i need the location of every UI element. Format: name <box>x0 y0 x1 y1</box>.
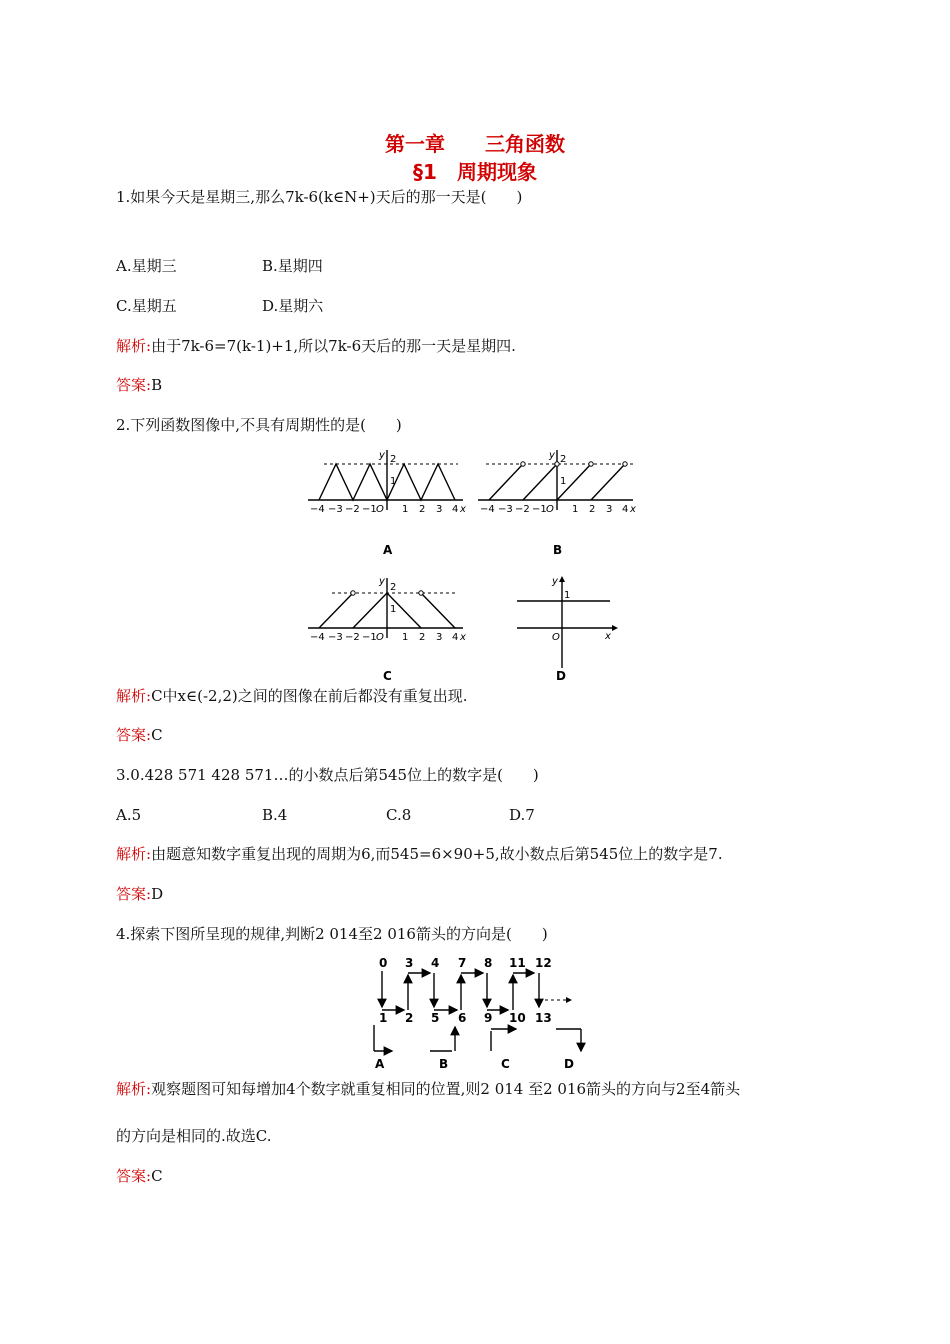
pattern-number: 4 <box>431 956 440 970</box>
q2-analysis-text: C中x∈(-2,2)之间的图像在前后都没有重复出现. <box>151 687 468 705</box>
q3-option-c: C.8 <box>386 806 412 824</box>
graph-c-tick: −2 <box>345 632 360 643</box>
option-b-caption: B <box>439 1057 449 1071</box>
graph-d-x-arrow-icon <box>612 625 618 631</box>
graph-a-tick: −3 <box>328 504 343 515</box>
graph-d-x-label: x <box>605 631 611 642</box>
graph-b-tick: −2 <box>515 504 530 515</box>
option-c-caption: C <box>501 1057 510 1071</box>
analysis-label: 解析: <box>116 1080 152 1098</box>
option-a-caption: A <box>375 1057 385 1071</box>
graph-b-open-point <box>521 462 525 466</box>
q1-stem: 1.如果今天是星期三,那么7k-6(k∈N+)天后的那一天是( ) <box>116 188 523 206</box>
answer-label: 答案: <box>116 885 152 903</box>
graph-c-one: 1 <box>390 604 397 615</box>
graph-b-tick: 1 <box>572 504 579 515</box>
graph-a-tick: 3 <box>436 504 443 515</box>
graph-a-tick: 1 <box>402 504 409 515</box>
pattern-number: 11 <box>509 956 526 970</box>
graph-b-x-label: x <box>630 504 636 515</box>
graph-b-tick: 3 <box>606 504 613 515</box>
pattern-number: 2 <box>405 1011 414 1025</box>
graph-d-one: 1 <box>564 590 571 601</box>
arrow-pattern-figure <box>368 955 608 1070</box>
graph-a-tick: −4 <box>310 504 325 515</box>
pattern-number: 10 <box>509 1011 526 1025</box>
q2-stem: 2.下列函数图像中,不具有周期性的是( ) <box>116 416 402 434</box>
q1-answer <box>116 376 162 394</box>
option-d-caption: D <box>564 1057 574 1071</box>
graph-b-segment <box>523 464 557 500</box>
graph-b-segment <box>591 464 625 500</box>
q1-analysis-text: 由于7k-6=7(k-1)+1,所以7k-6天后的那一天是星期四. <box>151 337 516 355</box>
section-title: §1 周期现象 <box>413 160 537 184</box>
graph-a-tick: 2 <box>419 504 426 515</box>
q3-answer-text: D <box>151 885 164 903</box>
graph-c-origin: O <box>376 632 384 643</box>
graph-a-tick: −2 <box>345 504 360 515</box>
graph-b-segment <box>489 464 523 500</box>
q1-option-d: D.星期六 <box>262 297 324 315</box>
graph-c-tick: −3 <box>328 632 343 643</box>
pattern-number: 0 <box>379 956 388 970</box>
graph-c-tick: 3 <box>436 632 443 643</box>
graph-a <box>308 450 468 555</box>
graph-c-x-label: x <box>460 632 466 643</box>
graph-b-tick: −4 <box>480 504 495 515</box>
pattern-number: 12 <box>535 956 552 970</box>
graph-a-tick: −1 <box>362 504 377 515</box>
graph-b-caption: B <box>553 543 563 557</box>
q3-option-b: B.4 <box>262 806 288 824</box>
graph-c-two: 2 <box>390 582 397 593</box>
graph-a-tick: 4 <box>452 504 459 515</box>
q4-answer <box>116 1167 163 1185</box>
graph-a-origin: O <box>376 504 384 515</box>
graph-c-y-label: y <box>379 576 385 587</box>
answer-label: 答案: <box>116 726 152 744</box>
q4-analysis-line2: 的方向是相同的.故选C. <box>116 1127 272 1145</box>
graph-c <box>308 576 468 681</box>
graph-d-y-label: y <box>552 576 558 587</box>
graph-b-one: 1 <box>560 476 567 487</box>
pattern-number: 3 <box>405 956 414 970</box>
pattern-number: 8 <box>484 956 493 970</box>
graph-c-segment <box>421 593 455 628</box>
graph-d-origin: O <box>552 632 560 643</box>
graph-b-origin: O <box>546 504 554 515</box>
graph-b-y-label: y <box>549 450 555 461</box>
graph-c-tick: 4 <box>452 632 459 643</box>
q3-analysis <box>116 845 723 863</box>
graph-b-open-point <box>589 462 593 466</box>
graph-b-tick: 4 <box>622 504 629 515</box>
graph-c-caption: C <box>383 669 392 683</box>
q4-analysis-line1: 观察题图可知每增加4个数字就重复相同的位置,则2 014 至2 016箭头的方向与2至4箭头 <box>151 1080 741 1098</box>
graph-c-open-point <box>419 591 423 595</box>
graph-a-x-label: x <box>460 504 466 515</box>
pattern-number: 7 <box>458 956 467 970</box>
graph-b-open-point <box>623 462 627 466</box>
pattern-number: 6 <box>458 1011 467 1025</box>
graph-c-tick: 1 <box>402 632 409 643</box>
q3-analysis-text: 由题意知数字重复出现的周期为6,而545=6×90+5,故小数点后第545位上的数字是7. <box>151 845 723 863</box>
graph-b-open-point <box>555 462 559 466</box>
graph-a-one: 1 <box>390 476 397 487</box>
q1-option-b: B.星期四 <box>262 257 323 275</box>
q4-analysis <box>116 1080 740 1098</box>
analysis-label: 解析: <box>116 687 152 705</box>
graph-d <box>512 576 622 681</box>
q3-option-a: A.5 <box>116 806 142 824</box>
graph-c-tick: −4 <box>310 632 325 643</box>
pattern-number: 5 <box>431 1011 440 1025</box>
graph-d-y-arrow-icon <box>559 576 565 582</box>
q3-answer <box>116 885 163 903</box>
q1-option-c: C.星期五 <box>116 297 177 315</box>
q1-analysis <box>116 337 516 355</box>
q3-stem: 3.0.428 571 428 571…的小数点后第545位上的数字是( ) <box>116 766 539 784</box>
q1-answer-text: B <box>151 376 163 394</box>
graph-c-segment <box>319 593 353 628</box>
graph-c-tick: −1 <box>362 632 377 643</box>
q4-stem: 4.探索下图所呈现的规律,判断2 014至2 016箭头的方向是( ) <box>116 925 548 943</box>
q3-option-d: D.7 <box>509 806 535 824</box>
graph-b-tick: −3 <box>498 504 513 515</box>
graph-a-caption: A <box>383 543 393 557</box>
graph-d-caption: D <box>556 669 566 683</box>
analysis-label: 解析: <box>116 845 152 863</box>
q1-option-a: A.星期三 <box>116 257 177 275</box>
graph-a-two: 2 <box>390 454 397 465</box>
answer-label: 答案: <box>116 376 152 394</box>
graph-b-two: 2 <box>560 454 567 465</box>
analysis-label: 解析: <box>116 337 152 355</box>
q2-analysis <box>116 687 468 705</box>
q4-answer-text: C <box>151 1167 163 1185</box>
graph-b-tick: −1 <box>532 504 547 515</box>
graph-c-tick: 2 <box>419 632 426 643</box>
pattern-number: 9 <box>484 1011 493 1025</box>
graph-b <box>478 450 638 555</box>
pattern-number: 13 <box>535 1011 552 1025</box>
continue-arrow-icon <box>566 997 572 1003</box>
q2-answer-text: C <box>151 726 163 744</box>
chapter-title: 第一章 三角函数 <box>385 132 565 156</box>
graph-a-y-label: y <box>379 450 385 461</box>
graph-c-open-point <box>351 591 355 595</box>
q2-answer <box>116 726 163 744</box>
answer-label: 答案: <box>116 1167 152 1185</box>
pattern-number: 1 <box>379 1011 388 1025</box>
graph-b-tick: 2 <box>589 504 596 515</box>
